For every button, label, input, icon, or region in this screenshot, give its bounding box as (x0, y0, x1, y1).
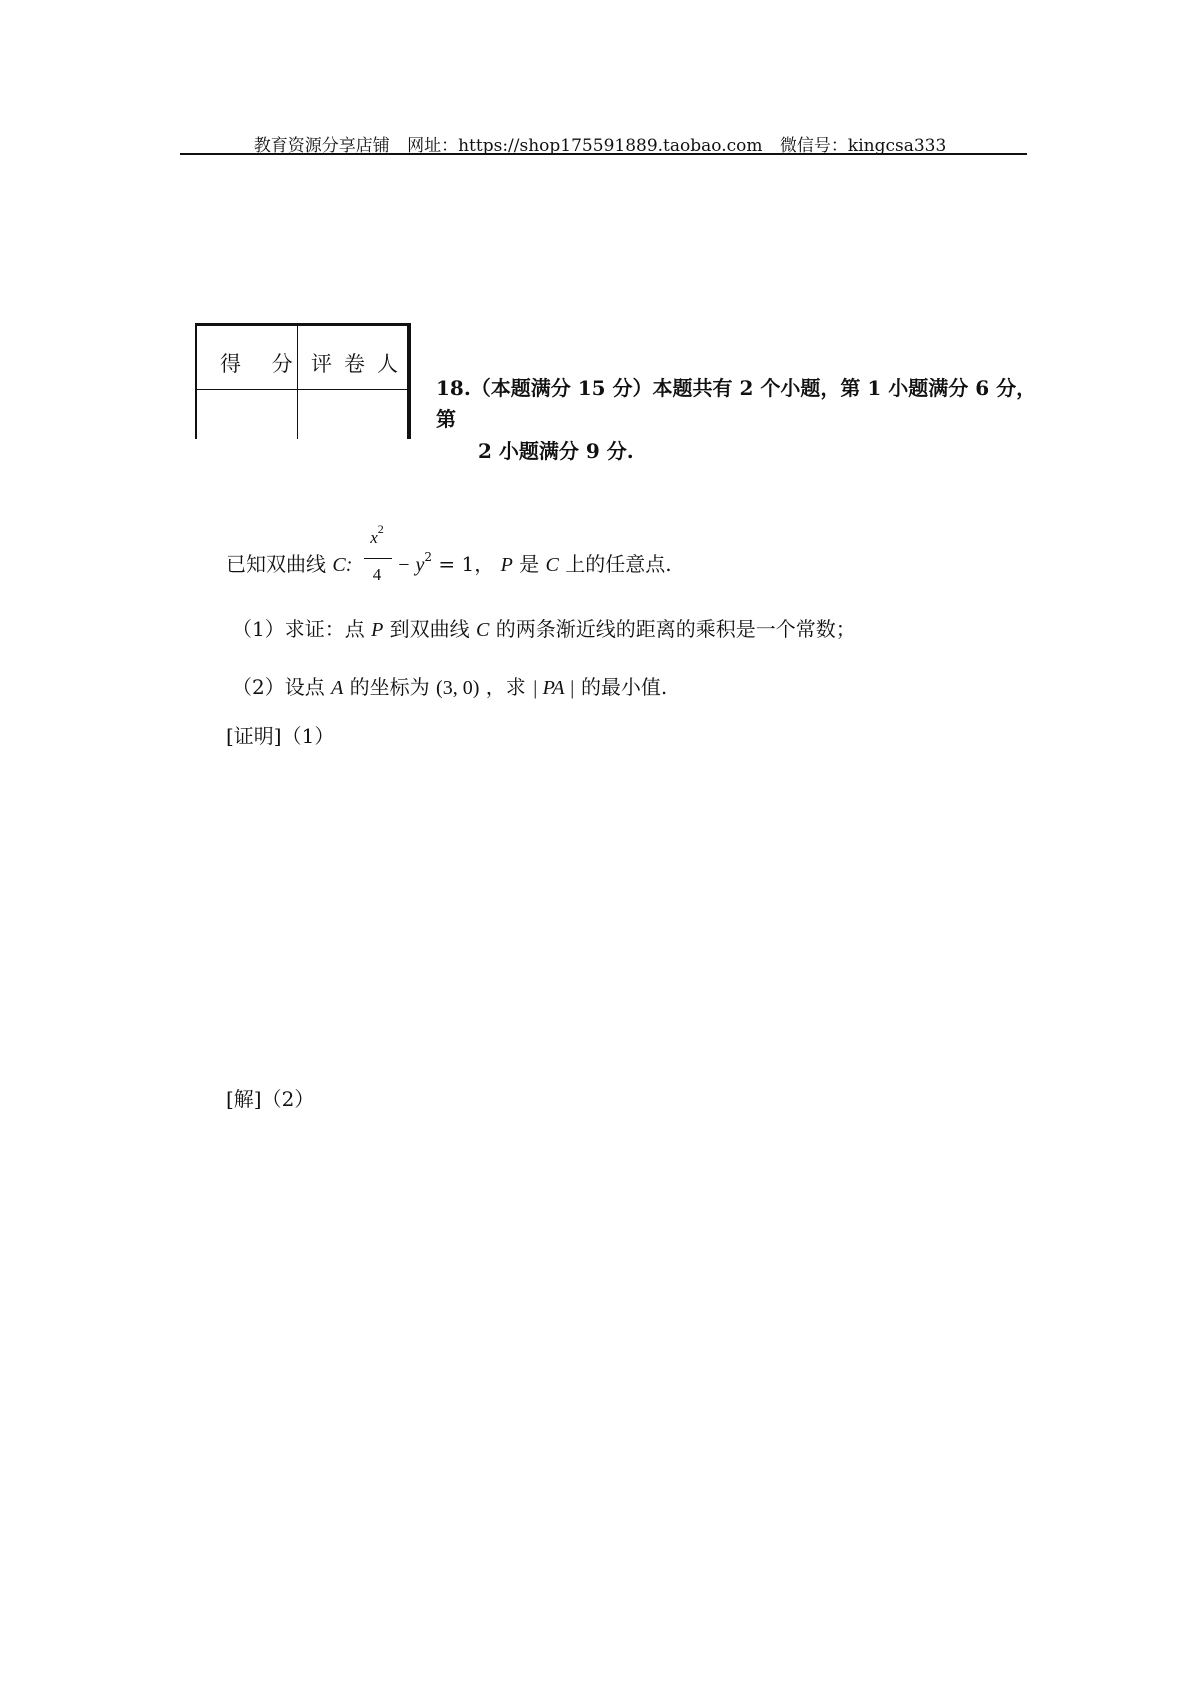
grader-label: 评卷人 (311, 352, 410, 376)
given-suffix: 上的任意点. (565, 552, 672, 576)
problem-title-line1b: 第 (436, 407, 456, 431)
fraction-denominator: 4 (372, 565, 382, 584)
solution-label: [解]（2） (226, 1087, 315, 1111)
score-table-col-divider (297, 323, 298, 439)
given-C: C (332, 554, 346, 576)
problem-title-line2: 2 小题满分 9 分. (478, 439, 634, 463)
problem-title-line1: 18.（本题满分 15 分）本题共有 2 个小题，第 1 小题满分 6 分， (436, 376, 1037, 400)
score-table-frame (195, 323, 411, 439)
score-table-row-divider (195, 389, 407, 390)
header-divider (180, 153, 1027, 155)
given-P: P (500, 554, 513, 576)
given-C2: C (545, 554, 559, 576)
given-statement-rest (397, 548, 672, 577)
given-y-exponent: 2 (424, 550, 433, 564)
fraction-bar (364, 558, 392, 559)
given-minus-y: − y (397, 554, 425, 576)
given-prefix: 已知双曲线 (226, 552, 326, 576)
score-label: 得 分 (220, 352, 305, 376)
given-comma: ， (474, 552, 495, 576)
score-table (195, 323, 409, 438)
fraction-numerator: $x^2$ (370, 522, 384, 547)
header-shop: 教育资源分享店铺 (253, 136, 390, 156)
given-colon: : (345, 554, 353, 576)
header-wechat: 微信号：kingcsa333 (779, 136, 947, 156)
question-2: （2）设点 A 的坐标为 (3, 0) ，求 | PA | 的最小值. (232, 675, 668, 699)
header-url: 网址：https://shop175591889.taobao.com (407, 136, 763, 156)
proof-label: [证明]（1） (226, 724, 335, 748)
question-1: （1）求证：点 P 到双曲线 C 的两条渐近线的距离的乘积是一个常数； (232, 617, 856, 641)
given-equals: = 1 (438, 552, 475, 576)
given-is: 是 (519, 552, 540, 576)
given-statement (226, 548, 352, 577)
